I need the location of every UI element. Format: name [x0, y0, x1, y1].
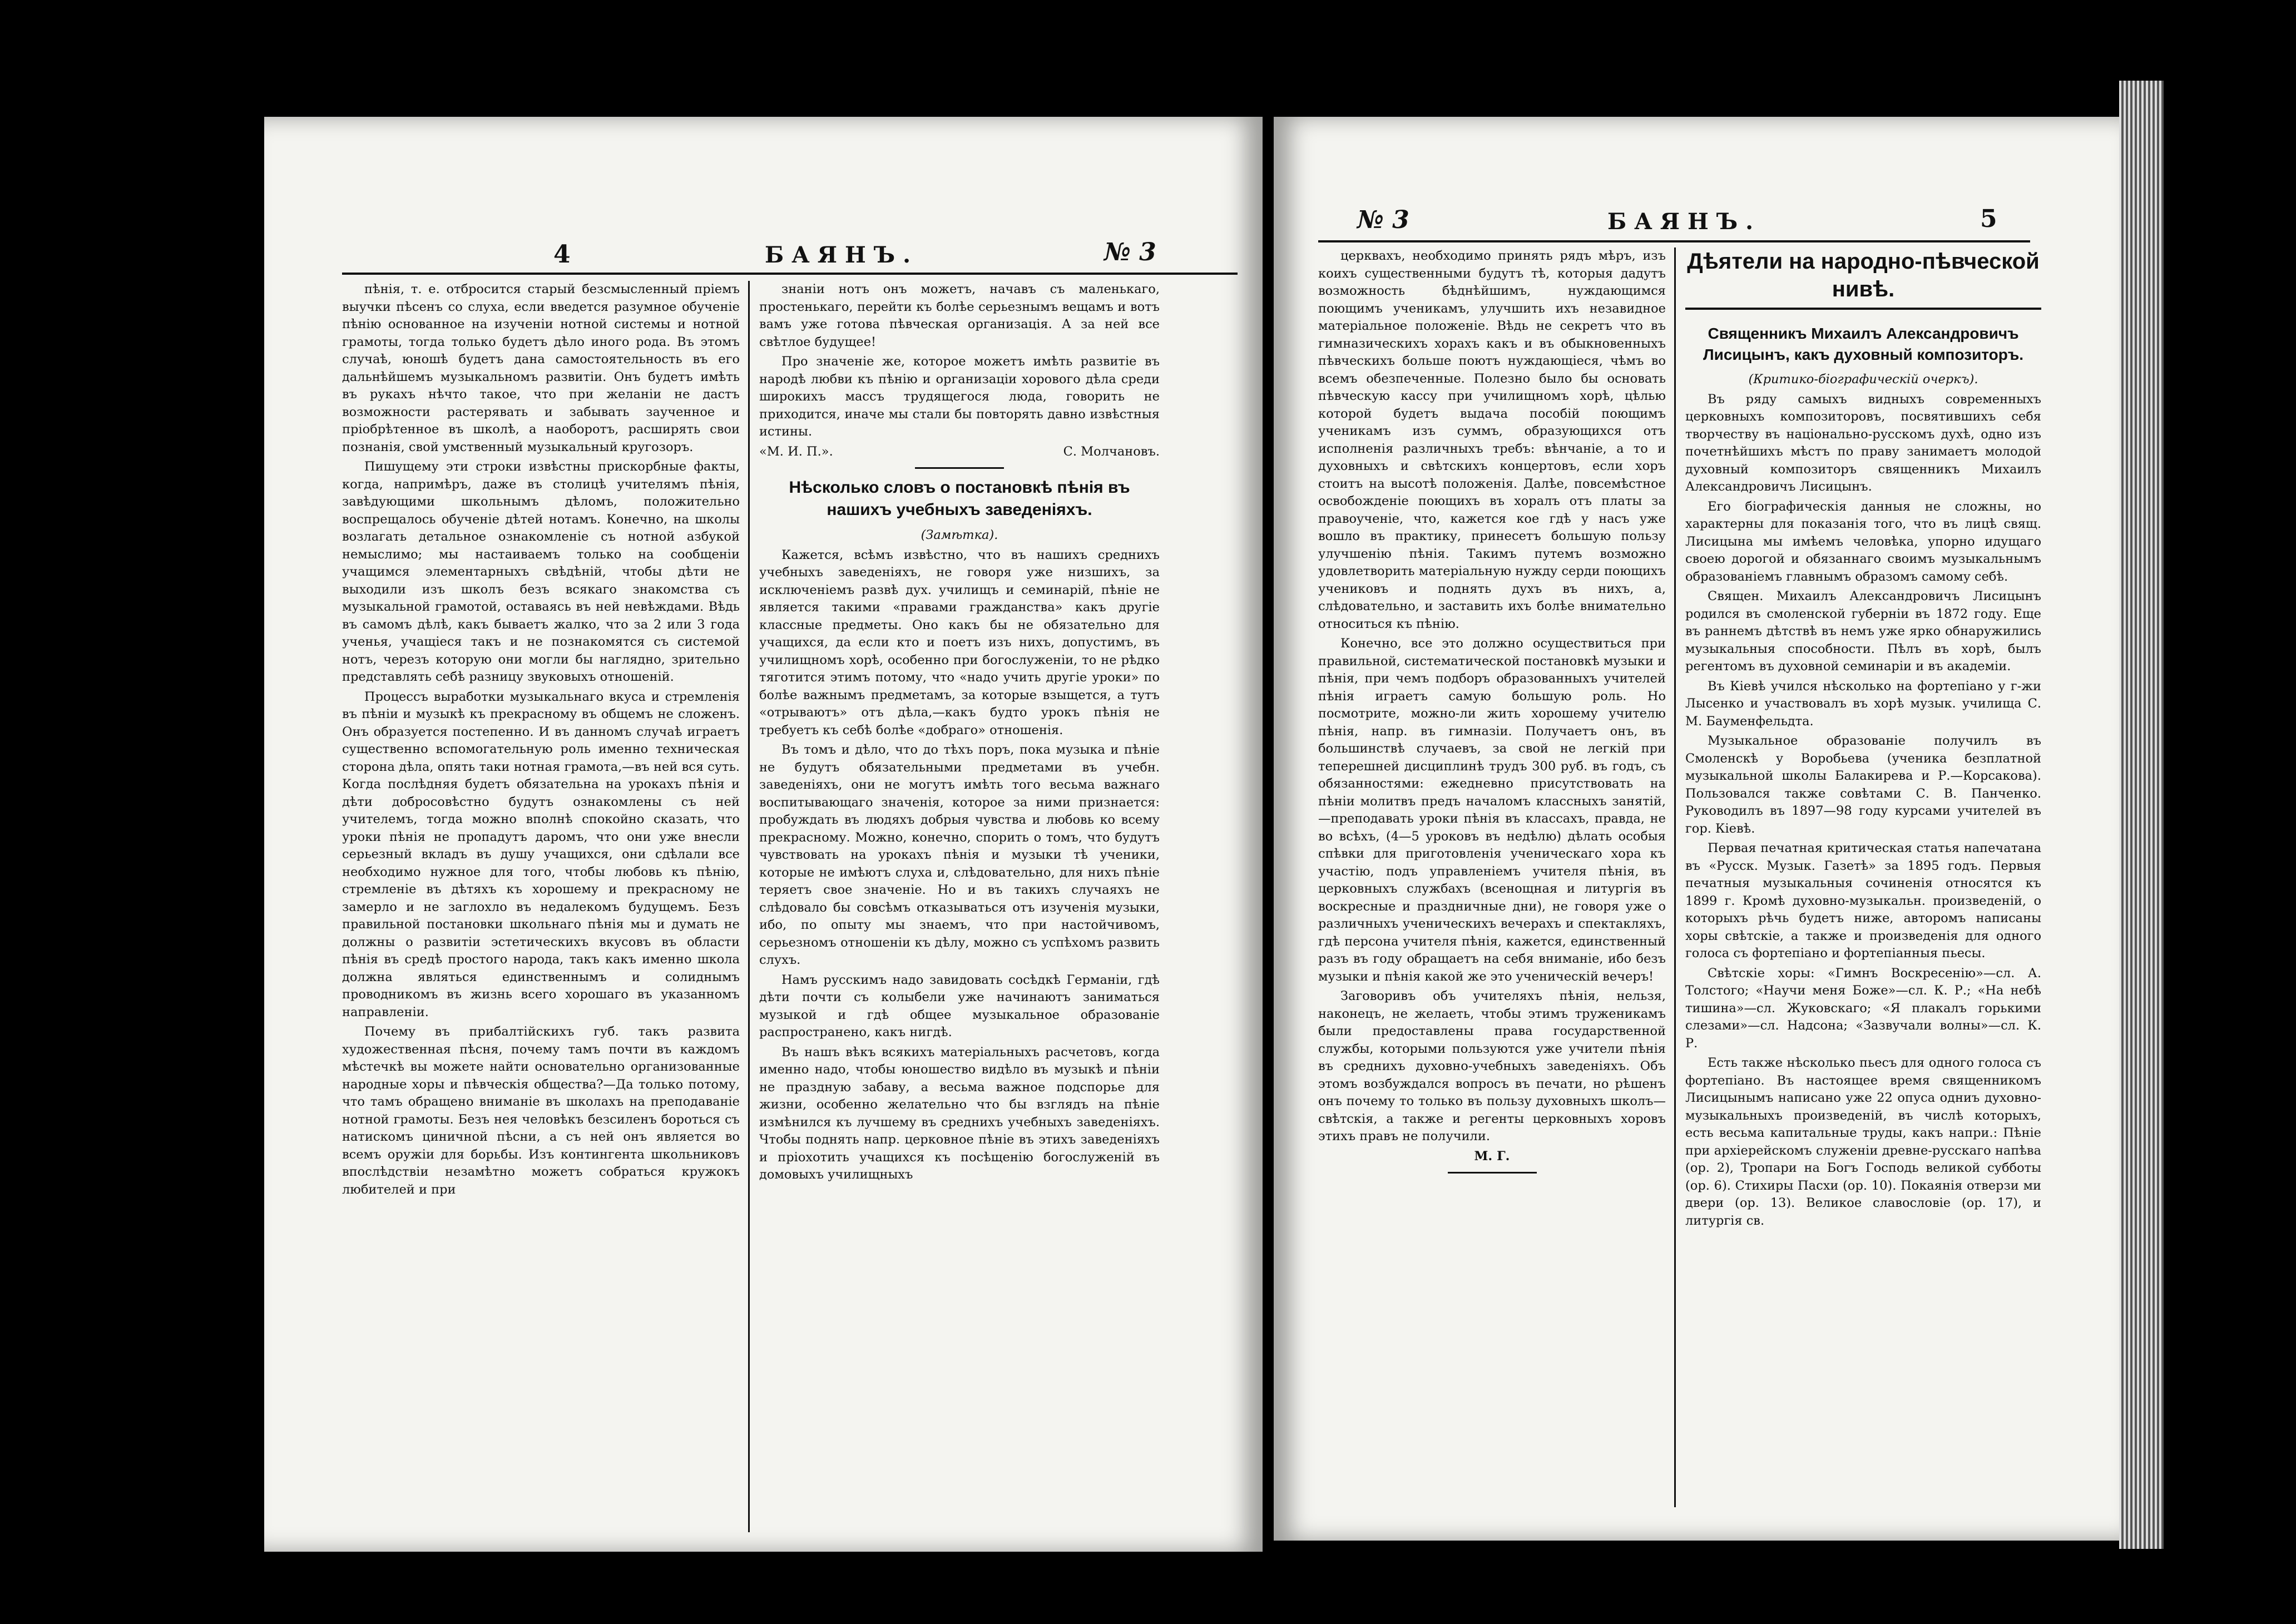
left-col1 — [342, 281, 740, 1527]
right-col2-p5: Музыкальное образованіе получилъ въ Смоленскѣ у Воробьева (ученика безплатной музыкальной школы Балакирева и Р.—Корсакова). Пользовался также совѣтами С. В. Панченко. Руководилъ въ 1897—98 году курсами учителей въ гор. Кіевѣ. — [1685, 734, 2041, 836]
right-col2 — [1685, 247, 2041, 1504]
right-col2-p2: Его біографическія данныя не сложны, но характерны для показанія того, что въ лицѣ свящ. Лисицына мы имѣемъ человѣка, упорно идущаго своею дорогой и обязаннаго своимъ музыкальнымъ образованіемъ главнымъ образомъ самому себѣ. — [1685, 499, 2041, 584]
right-col1-p3: Заговоривъ объ учителяхъ пѣнія, нельзя, наконецъ, не желаеть, чтобы этимъ труженикамъ были предоставлены права государственной службы, которыми пользуются уже учители пѣнія въ среднихъ духовно-учебныхъ заведеніяхъ. Объ этомъ возбуждался вопросъ въ печати, но рѣшенъ онъ почему то только въ пользу духовныхъ школъ—свѣтскія, а также и регенты церковныхъ хоровъ этихъ правъ не получили. — [1318, 989, 1666, 1143]
left-col1-p4: Почему въ прибалтійскихъ губ. такъ развита художественная пѣсня, почему тамъ почти въ каждомъ мѣстечкѣ вы можете найти основательно организованные народные хоры и пѣвческія общества?—Да только потому, что тамъ обращено вниманіе въ школахъ на преподаваніе нотной грамоты. Безъ нея человѣкъ безсиленъ бороться съ натискомъ циничной пѣсни, а съ ней онъ является во всемъ оружіи для борьбы. Изъ контингента школьниковъ впослѣдствіи незамѣтно можетъ собраться кружокъ любителей и при — [342, 1024, 740, 1197]
right-column-divider — [1674, 247, 1676, 1507]
right-header-rule — [1318, 240, 2030, 242]
right-col2-p4: Въ Кіевѣ учился нѣсколько на фортепіано у г-жи Лысенко и участвовалъ въ хорѣ музык. училища С. М. Бауменфельдта. — [1685, 679, 2041, 729]
section-divider — [915, 467, 1004, 469]
right-col2-p1: Въ ряду самыхъ видныхъ современныхъ церковныхъ композиторовъ, посвятившихъ себя творчеству въ національно-русскомъ духѣ, одно изъ почетнѣйшихъ мѣстъ по праву занимаетъ молодой духовный композиторъ священникъ Михаилъ Александровичъ Лисицынъ. — [1685, 392, 2041, 494]
article-title: Нѣсколько словъ о постановкѣ пѣнія въ нашихъ учебныхъ заведеніяхъ. — [789, 478, 1130, 519]
right-page-number: 5 — [1980, 205, 1997, 233]
right-col1 — [1318, 247, 1666, 1504]
left-page — [264, 117, 1263, 1552]
end-rule — [1448, 1172, 1537, 1174]
left-header-rule — [342, 273, 1238, 275]
left-col1-p1: пѣнія, т. е. отбросится старый безсмысленный пріемъ выучки пѣсенъ со слуха, если введется разумное обученіе пѣнію основанное на изученіи нотной системы и нотной грамоты, тогда только будетъ дѣло иного рода. Въ этомъ случаѣ, юношѣ будетъ дана самостоятельность въ его дальнѣйшемъ музыкальномъ развитіи. Онъ будетъ имѣть въ рукахъ нѣчто такое, что при желаніи не дастъ возможности растерявать и забывать заученное и пріобрѣтенное въ школѣ, а наоборотъ, расширять свои познанія, свой умственный музыкальный кругозоръ. — [342, 282, 740, 454]
left-col1-p3: Процессъ выработки музыкальнаго вкуса и стремленія въ пѣніи и музыкѣ къ прекрасному въ общемъ не сложенъ. Онъ образуется постепенно. И въ данномъ случаѣ играетъ существенно вспомогательную роль именно техническая сторона дѣла, опять таки нотная грамота,—въ ней вся суть. Когда послѣдняя будетъ обязательна на урокахъ пѣнія и дѣти добросовѣстно будутъ ознакомлены съ ней учителемъ, тогда можно вполнѣ спокойно сказать, что уроки пѣнія не пропадутъ даромъ, что они уже внесли серьезный вкладъ въ душу учащихся, они сдѣлали все необходимо нужное для того, чтобы любовь къ пѣнію, стремленіе въ дѣтяхъ къ хорошему и прекрасному не замерло и не заглохло въ недалекомъ будущемъ. Безъ правильной постановки школьнаго пѣнія мы и думать не должны о развитіи эстетическихъ вкусовъ въ области пѣнія въ средѣ простого народа, такъ какъ именно школа должна являться единственнымъ и солиднымъ проводникомъ въ жизнь всего хорошаго въ указанномъ направленіи. — [342, 689, 740, 1019]
article-person-title: Священникъ Михаилъ Александровичъ Лисицынъ, какъ духовный композиторъ. — [1703, 325, 2024, 363]
article-person-subtitle: (Критико-біографическій очеркъ). — [1748, 372, 1978, 387]
right-col2-p6: Первая печатная критическая статья напечатана въ «Русск. Музык. Газетѣ» за 1895 годъ. Первыя печатныя музыкальныя сочиненія относятся къ 1899 г. Кромѣ духовно-музыкальн. произведеній, о которыхъ рѣчь будетъ ниже, авторомъ написаны хоры свѣтскіе, а также и произведенія для одного голоса съ фортепіано и фортепіанныя пьесы. — [1685, 841, 2041, 960]
signature-row — [759, 443, 1160, 461]
left-column-divider — [748, 281, 750, 1532]
left-col2-body-p2: Въ томъ и дѣло, что до тѣхъ поръ, пока музыка и пѣніе не будутъ обязательными предметами въ учебн. заведеніяхъ, они не могутъ имѣть того весьма важнаго воспитывающаго значенія, которое за ними признается: пробуждать въ людяхъ добрыя чувства и любовь ко всему прекрасному. Можно, конечно, спорить о томъ, что будутъ чувствовать на урокахъ пѣнія и музыки тѣ ученики, которые не имѣютъ слуха и, слѣдовательно, для нихъ пѣніе теряетъ свое значеніе. Но и въ такихъ случаяхъ не слѣдовало бы совсѣмъ отказываться отъ изученія музыки, ибо, по опыту мы знаемъ, что при настойчивомъ, серьезномъ отношеніи къ дѣлу, можно съ успѣхомъ развить слухъ. — [759, 742, 1160, 967]
left-masthead: БАЯНЪ. — [765, 242, 919, 268]
section-title: Дѣятели на народно-пѣвческой нивѣ. — [1687, 249, 2040, 301]
section-title-rule — [1685, 308, 2041, 310]
right-col2-p8: Есть также нѣсколько пьесъ для одного голоса съ фортепіано. Въ настоящее время священникомъ Лисицынымъ написано уже 22 опуса одниъ духовно-музыкальныхъ произведеній, въ числѣ которыхъ, есть весьма капитальные труды, какъ напри.: Пѣніе при архіерейскомъ служеніи древне-русскаго напѣва (ор. 2), Тропари на Богъ Господь великой субботы (ор. 6). Стихиры Пасхи (ор. 10). Покаянія отверзи ми двери (ор. 13). Великое славословіе (ор. 17), и литургія св. — [1685, 1056, 2041, 1228]
left-col2-p1: знаніи нотъ онъ можетъ, начавъ съ маленькаго, простенькаго, перейти къ болѣе серьезнымъ вещамъ и вотъ вамъ уже готова пѣвческая организація. А за ней все свѣтлое будущее! — [759, 282, 1160, 349]
page-edges — [2119, 81, 2164, 1549]
open-book — [167, 53, 2125, 1554]
left-col2-body-p1: Кажется, всѣмъ извѣстно, что въ нашихъ среднихъ учебныхъ заведеніяхъ, не говоря уже низшихъ, за исключеніемъ развѣ дух. училищъ и семинарій, пѣніе не является такими «правами гражданства» какъ другіе классные предметы. Оно какъ бы не обязательно для учащихся, да если кто и поетъ изъ нихъ, допустимъ, въ училищномъ хорѣ, особенно при богослуженіи, то не рѣдко тяготится этимъ потому, что «надо учить другіе уроки» по болѣе важнымъ предметамъ, за которые взыщется, а тутъ «отрываютъ» отъ дѣла,—какъ будто урокъ пѣнія не требуетъ къ себѣ болѣе «добраго» отношенія. — [759, 547, 1160, 737]
left-col1-p2: Пишущему эти строки извѣстны прискорбные факты, когда, напримѣръ, даже въ столицѣ учителямъ пѣнія, завѣдующими школьнымъ дѣломъ, положительно воспрещалось обученіе дѣтей нотамъ. Конечно, на школы возлагать детальное ознакомленіе съ нотной азбукой немыслимо; мы настаиваемъ только на сообщеніи учащимся элементарныхъ свѣдѣній, чтобы дѣти не выходили изъ школъ безъ всякаго знакомства съ музыкальной грамотой, оставаясь въ ней невѣждами. Вѣдь въ самомъ дѣлѣ, какъ бываетъ жалко, что за 2 или 3 года ученья, учащіеся такъ и не познакомятся съ системой нотъ, черезъ которую они могли бы наглядно, зрительно представлять себѣ разницу звуковыхъ отношеній. — [342, 459, 740, 684]
signature-source: «М. И. П.». — [759, 444, 833, 459]
left-issue-number: № 3 — [1104, 238, 1156, 266]
left-col2-body-p3: Намъ русскимъ надо завидовать сосѣдкѣ Германіи, гдѣ дѣти почти съ колыбели уже начинаютъ заниматься музыкой и гдѣ общее музыкальное образованіе распространено, какъ нигдѣ. — [759, 972, 1160, 1039]
right-col1-signature: М. Г. — [1474, 1148, 1510, 1163]
left-col2-body-p4: Въ нашъ вѣкъ всякихъ матеріальныхъ расчетовъ, когда именно надо, чтобы юношество видѣло въ музыкѣ и пѣніи не праздную забаву, а весьма важное подспорье для жизни, особенно желательно что бы взглядъ на пѣніе измѣнился къ лучшему въ среднихъ учебныхъ заведеніяхъ. Чтобы поднять напр. церковное пѣніе въ этихъ заведеніяхъ и пріохотить учащихся къ посѣщенію богослуженій въ домовыхъ училищныхъ — [759, 1044, 1160, 1182]
right-page — [1274, 117, 2119, 1541]
right-col2-p3: Священ. Михаилъ Александровичъ Лисицынъ родился въ смоленской губерніи въ 1872 году. Еще въ раннемъ дѣтствѣ въ немъ уже ярко обнаружились музыкальныя способности. Пѣлъ въ хорѣ, былъ регентомъ въ духовной семинаріи и въ академіи. — [1685, 589, 2041, 674]
right-col1-p2: Конечно, все это должно осуществиться при правильной, систематической постановкѣ музыки и пѣнія, при чемъ подборъ образованныхъ учителей пѣнія играетъ самую большую роль. Но посмотрите, можно-ли жить хорошему учителю пѣнія, напр. въ гимназіи. Получаетъ онъ, въ большинствѣ случаевъ, за свой не легкій при теперешней дисциплинѣ трудъ 300 руб. въ годъ, съ обязанностями: ежедневно присутствовать на пѣніи молитвъ предъ началомъ классныхъ занятій,—преподавать уроки пѣнія въ классахъ, правда, не во всѣхъ, (4—5 уроковъ въ недѣлю) дѣлать особыя спѣвки для приготовленія ученическаго хора къ участію, подъ управленіемъ учителя пѣнія, въ церковныхъ службахъ (всенощная и литургія въ воскресные и праздничные дни), не говоря уже о различныхъ ученическихъ вечерахъ и спектакляхъ, гдѣ персона учителя пѣнія, кажется, единственный разъ въ году обращаетъ на себя вниманіе, ибо безъ музыки и пѣнія какой же это ученическій вечеръ! — [1318, 636, 1666, 984]
right-col2-p7: Свѣтскіе хоры: «Гимнъ Воскресенію»—сл. А. Толстого; «Научи меня Боже»—сл. К. Р.; «На небѣ тишина»—сл. Жуковскаго; «Я плакалъ горькими слезами»—сл. Надсона; «Зазвучали волны»—сл. К. Р. — [1685, 966, 2041, 1051]
signature-author: С. Молчановъ. — [1063, 444, 1160, 459]
right-issue-number: № 3 — [1357, 206, 1409, 234]
left-col2 — [759, 281, 1160, 1527]
left-col2-p2: Про значеніе же, которое можетъ имѣть развитіе въ народѣ любви къ пѣнію и организаціи хорового дѣла среди широкихъ массъ трудящегося люда, говорить не приходится, иначе мы стали бы повторять давно извѣстныя истины. — [759, 354, 1160, 439]
right-col1-p1: церквахъ, необходимо принять рядъ мѣръ, изъ коихъ существенными будутъ тѣ, которыя дадутъ возможность бѣднѣйшимъ, нуждающимся поющимъ ученикамъ, улучшить ихъ незавидное матеріальное положеніе. Вѣдь не секретъ что въ гимназическихъ хорахъ какъ и въ обыкновенныхъ пѣвческихъ больше поютъ нуждающіеся, чѣмъ во всемъ обезпеченные. Полезно было бы основать пѣвческую кассу при училищномъ хорѣ, цѣлью которой будетъ выдача пособій поющимъ ученикамъ изъ суммъ, образующихся отъ исполненія различныхъ требъ: вѣнчаніе, а то и духовныхъ и свѣтскихъ концертовъ, если хоръ стоитъ на высотѣ положенія. Далѣе, повсемѣстное освобожденіе поющихъ въ хоралъ отъ платы за правоученіе, что, кажется кое гдѣ у насъ уже вошло въ практику, принесетъ большую пользу улучшенію пѣнія. Такимъ путемъ возможно удовлетворить матеріальную нужду серди поющихъ учениковъ и поднять духъ въ нихъ, а, слѣдовательно, и заставить ихъ болѣе внимательно относиться къ пѣнію. — [1318, 249, 1666, 631]
left-page-number: 4 — [553, 240, 571, 269]
article-subtitle: (Замѣтка). — [921, 528, 998, 542]
right-masthead: БАЯНЪ. — [1607, 209, 1761, 235]
